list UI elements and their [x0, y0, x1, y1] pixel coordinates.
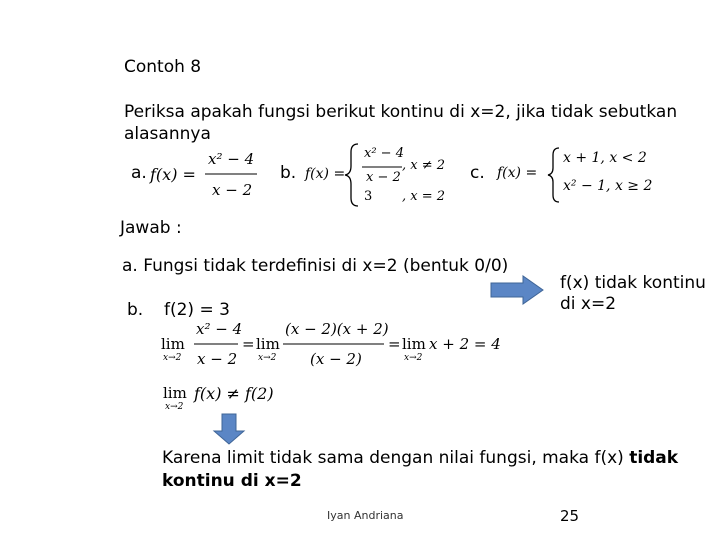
formula-c-case2: x² − 1, x ≥ 2	[563, 178, 653, 194]
part-b-label: b.	[280, 163, 297, 183]
formula-b-lhs: f(x) =	[305, 166, 346, 182]
limit-1-numerator: x² − 4	[196, 320, 243, 338]
conclusion-bold-text-1: tidak	[629, 448, 679, 468]
brace-b	[345, 144, 358, 206]
limit-ineq-lim: lim	[163, 384, 187, 402]
side-conclusion-line-1: f(x) tidak kontinu	[560, 273, 706, 293]
conclusion-line-2: kontinu di x=2	[162, 471, 302, 491]
limit-3-lim: lim	[402, 335, 426, 353]
answer-b-value: f(2) = 3	[164, 300, 230, 320]
part-c-label: c.	[470, 163, 485, 183]
answer-heading: Jawab :	[120, 218, 182, 238]
limit-2-denominator: (x − 2)	[310, 350, 362, 368]
limit-2-numerator: (x − 2)(x + 2)	[285, 320, 389, 338]
limit-1-lim: lim	[161, 335, 185, 353]
limit-2-sub: x→2	[258, 353, 277, 363]
slide-title: Contoh 8	[124, 57, 202, 77]
formula-b-case1-denominator: x − 2	[366, 170, 401, 185]
limit-1-denominator: x − 2	[197, 350, 238, 368]
question-line-2: alasannya	[124, 124, 211, 144]
formula-b-case2-value: 3	[364, 189, 373, 204]
down-arrow-icon	[214, 414, 244, 444]
limit-ineq-sub: x→2	[165, 402, 184, 412]
formula-b-case1-numerator: x² − 4	[364, 146, 404, 161]
formula-c-lhs: f(x) =	[497, 165, 538, 181]
limit-equals-2: =	[388, 335, 401, 353]
answer-b-label: b.	[127, 300, 144, 320]
side-conclusion-line-2: di x=2	[560, 294, 617, 314]
brace-c	[548, 148, 559, 202]
limit-ineq-expr: f(x) ≠ f(2)	[194, 384, 274, 403]
part-a-label: a.	[131, 163, 147, 183]
limit-3-sub: x→2	[404, 353, 423, 363]
conclusion-normal-text: Karena limit tidak sama dengan nilai fungsi, maka f(x)	[162, 448, 624, 468]
formula-a-denominator: x − 2	[212, 181, 253, 199]
limit-equals-1: =	[242, 335, 255, 353]
page-number: 25	[560, 507, 580, 525]
question-line-1: Periksa apakah fungsi berikut kontinu di x=2, jika tidak sebutkan	[124, 102, 678, 122]
formula-b-case2-condition: , x = 2	[402, 189, 446, 204]
formula-a-numerator: x² − 4	[208, 150, 255, 168]
answer-a: a. Fungsi tidak terdefinisi di x=2 (bentuk 0/0)	[122, 256, 509, 276]
right-arrow-icon	[491, 276, 543, 304]
limit-2-lim: lim	[256, 335, 280, 353]
limit-3-result: x + 2 = 4	[429, 335, 501, 353]
limit-1-sub: x→2	[163, 353, 182, 363]
formula-b-case1-condition: , x ≠ 2	[402, 158, 446, 173]
footer-author: Iyan Andriana	[327, 509, 404, 522]
formula-c-case1: x + 1, x < 2	[563, 150, 647, 166]
formula-a-lhs: f(x) =	[150, 165, 196, 184]
